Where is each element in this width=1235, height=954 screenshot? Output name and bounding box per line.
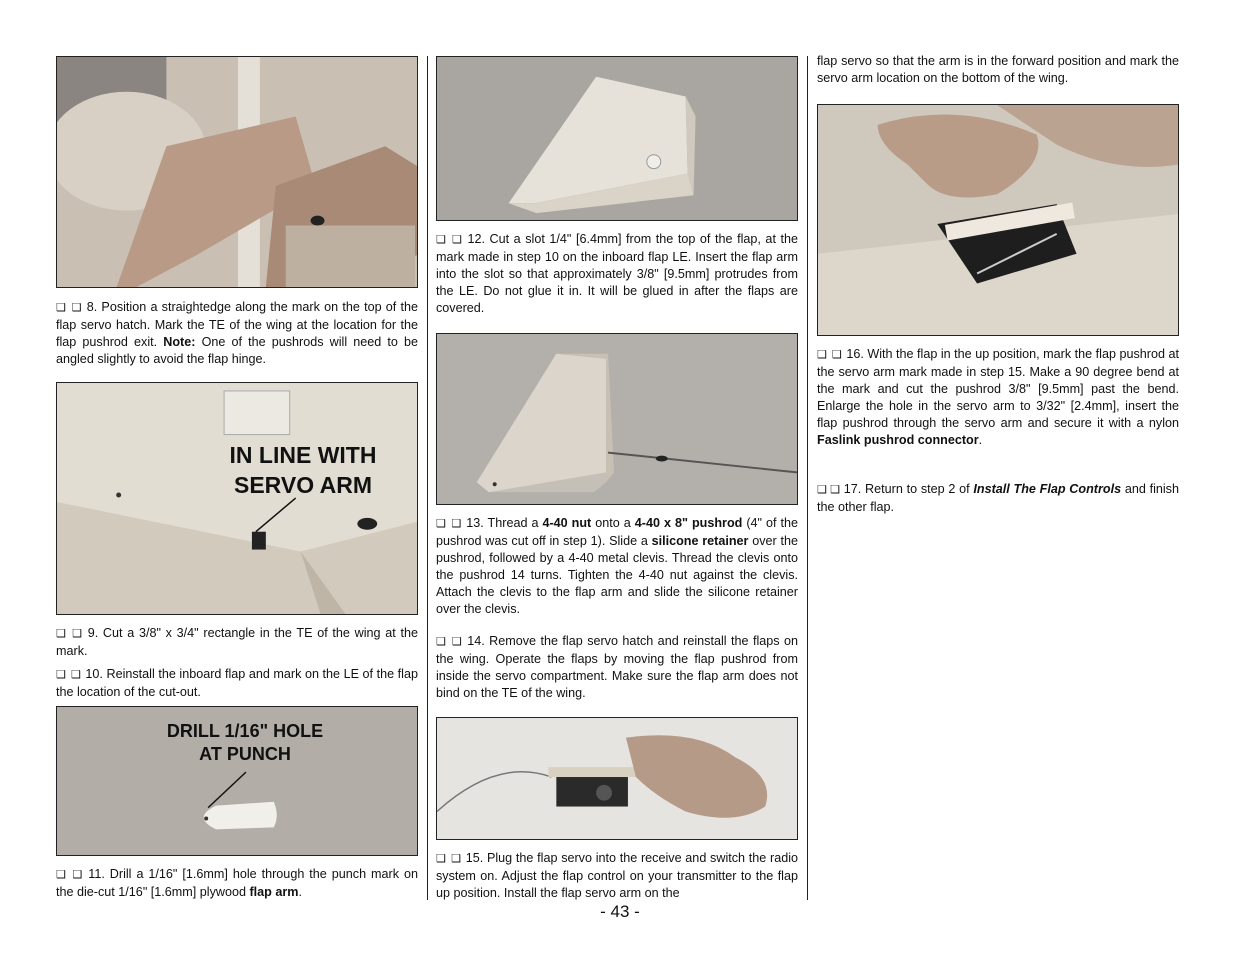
drill-hole-callout: DRILL 1/16" HOLE AT PUNCH	[166, 721, 324, 764]
step-17-text: ❑ ❑ 17. Return to step 2 of Install The Flap Controls and finish the other flap.	[817, 482, 1179, 514]
step-15-continued-text: flap servo so that the arm is in the forward position and mark the servo arm location on the bottom of the wing.	[817, 54, 1179, 85]
step-14-text: ❑ ❑ 14. Remove the flap servo hatch and reinstall the flaps on the wing. Operate the flaps by moving the flap pushrod from inside the servo compartment. Make sure the flap arm does not bind on the TE of the wing.	[436, 634, 798, 700]
checkbox-icon[interactable]: ❑ ❑	[56, 669, 82, 681]
step-9-text: ❑ ❑ 9. Cut a 3/8" x 3/4" rectangle in the TE of the wing at the mark.	[56, 626, 418, 658]
step-8-text: ❑ ❑ 8. Position a straightedge along the mark on the top of the flap servo hatch. Mark the TE of the wing at the location for the flap pushrod exit. Note: One of the pushrods will need to be angled slightly to avoid the flap hinge.	[56, 300, 419, 366]
checkbox-icon[interactable]: ❑ ❑	[56, 628, 83, 640]
checkbox-icon[interactable]: ❑ ❑	[436, 518, 463, 530]
step-16-text: ❑ ❑ 16. With the flap in the up position, mark the flap pushrod at the servo arm mark made in step 15. Make a 90 degree bend at the mark and cut the pushrod 3/8" [9.5mm] past the bend. Enlarge the hole in the servo arm to 3/32" [2.4mm], insert the flap pushrod through the servo arm and secure it with a nylon Faslink pushrod connector.	[817, 347, 1180, 447]
photo-flap-with-pushrod	[436, 333, 798, 505]
note-label: Note:	[163, 335, 196, 349]
column-divider-2	[807, 56, 808, 900]
checkbox-icon[interactable]: ❑ ❑	[817, 484, 841, 496]
checkbox-icon[interactable]: ❑ ❑	[436, 636, 463, 648]
checkbox-icon[interactable]: ❑ ❑	[436, 853, 463, 865]
photo-flap-with-arm	[436, 56, 798, 221]
page-number: - 43 -	[600, 902, 640, 921]
checkbox-icon[interactable]: ❑ ❑	[436, 234, 463, 246]
step-10-text: ❑ ❑ 10. Reinstall the inboard flap and mark on the LE of the flap the location of the cut-out.	[56, 667, 418, 699]
step-11-text: ❑ ❑ 11. Drill a 1/16" [1.6mm] hole through the punch mark on the die-cut 1/16" [1.6mm] plywood flap arm.	[56, 867, 419, 899]
servo-arm-callout: IN LINE WITH SERVO ARM	[229, 442, 377, 498]
step-13-text: ❑ ❑ 13. Thread a 4-40 nut onto a 4-40 x 8" pushrod (4" of the pushrod was cut off in step 1). Slide a silicone retainer over the pushrod, followed by a 4-40 metal clevis. Thread the clevis onto the pushrod 14 turns. Tighten the 4-40 nut against the clevis. Attach the clevis to the flap arm and slide the silicone retainer over the clevis.	[436, 516, 798, 616]
photo-marking-wing-with-ruler	[56, 56, 418, 288]
step-12-text: ❑ ❑ 12. Cut a slot 1/4" [6.4mm] from the top of the flap, at the mark made in step 10 on the inboard flap LE. Insert the flap arm into the slot so that approximately 3/8" [9.5mm] protrudes from the LE. Do not glue it in. It will be glued in after the flaps are covered.	[436, 232, 799, 315]
checkbox-icon[interactable]: ❑ ❑	[56, 869, 84, 881]
photo-servo-in-hand	[436, 717, 798, 840]
column-divider-1	[427, 56, 428, 900]
checkbox-icon[interactable]: ❑ ❑	[56, 302, 83, 314]
photo-marking-servo-arm	[817, 104, 1179, 336]
step-15-text: ❑ ❑ 15. Plug the flap servo into the receive and switch the radio system on. Adjust the flap control on your transmitter to the flap up position. Install the flap servo arm on the	[436, 851, 799, 900]
checkbox-icon[interactable]: ❑ ❑	[817, 349, 843, 361]
